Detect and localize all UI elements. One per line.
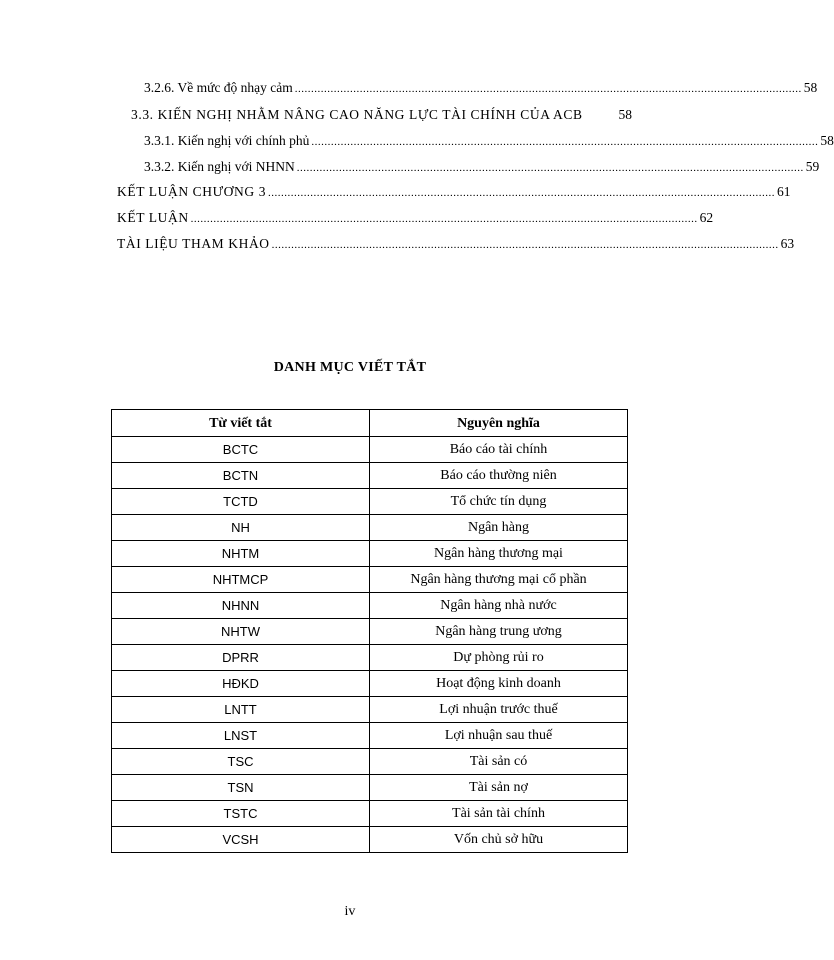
toc-entry-title: TÀI LIỆU THAM KHẢO	[117, 236, 270, 251]
abbreviation-cell: HĐKD	[112, 671, 370, 697]
abbreviation-cell: NH	[112, 515, 370, 541]
meaning-cell: Tài sản tài chính	[370, 801, 628, 827]
abbreviation-cell: VCSH	[112, 827, 370, 853]
toc-entry	[117, 209, 714, 227]
abbreviation-cell: LNTT	[112, 697, 370, 723]
meaning-cell: Ngân hàng thương mại	[370, 541, 628, 567]
toc-entry-title: 3.2.6. Về mức độ nhạy cảm	[144, 80, 293, 95]
table-row	[112, 827, 628, 853]
meaning-cell: Lợi nhuận sau thuế	[370, 723, 628, 749]
table-row	[112, 801, 628, 827]
meaning-cell: Hoạt động kinh doanh	[370, 671, 628, 697]
abbreviation-cell: DPRR	[112, 645, 370, 671]
abbreviation-cell: NHTW	[112, 619, 370, 645]
table-row	[112, 645, 628, 671]
toc-entry-title: 3.3.2. Kiến nghị với NHNN	[144, 159, 295, 174]
toc-entry-page: 62	[699, 210, 714, 225]
meaning-cell: Dự phòng rủi ro	[370, 645, 628, 671]
toc-leader-dots: ............................................................................................................................................................	[311, 136, 819, 148]
meaning-cell: Ngân hàng thương mại cổ phần	[370, 567, 628, 593]
toc-entry-title: KẾT LUẬN	[117, 210, 189, 225]
toc-leader-dots: ............................................................................................................................................................	[271, 239, 779, 251]
abbreviation-cell: NHNN	[112, 593, 370, 619]
table-row	[112, 775, 628, 801]
abbreviation-cell: TSC	[112, 749, 370, 775]
table-row	[112, 567, 628, 593]
meaning-cell: Ngân hàng trung ương	[370, 619, 628, 645]
toc-leader-dots: ............................................................................................................................................................	[296, 162, 804, 174]
meaning-cell: Tài sản có	[370, 749, 628, 775]
abbreviation-cell: TSTC	[112, 801, 370, 827]
table-row	[112, 593, 628, 619]
meaning-cell: Vốn chủ sở hữu	[370, 827, 628, 853]
table-row	[112, 671, 628, 697]
page-number: iv	[344, 904, 356, 919]
table-row	[112, 515, 628, 541]
abbreviation-cell: BCTN	[112, 463, 370, 489]
toc-entry	[117, 235, 795, 253]
table-row	[112, 489, 628, 515]
toc-entry-page: 59	[805, 159, 820, 174]
abbreviation-cell: NHTM	[112, 541, 370, 567]
table-row	[112, 619, 628, 645]
toc-entry-page: 58	[820, 133, 834, 148]
toc-entry-title: 3.3. KIẾN NGHỊ NHẰM NÂNG CAO NĂNG LỰC TÀI CHÍNH CỦA ACB	[131, 107, 583, 122]
abbreviation-cell: TCTD	[112, 489, 370, 515]
table-row	[112, 463, 628, 489]
toc-entry	[117, 183, 791, 201]
toc-entry-page: 58	[803, 80, 818, 95]
toc-entry	[131, 106, 632, 124]
table-row	[112, 697, 628, 723]
meaning-cell: Lợi nhuận trước thuế	[370, 697, 628, 723]
toc-entry	[144, 79, 818, 97]
abbreviation-list-heading: DANH MỤC VIẾT TẮT	[273, 360, 427, 375]
abbreviation-table	[111, 409, 628, 853]
meaning-cell: Ngân hàng nhà nước	[370, 593, 628, 619]
toc-leader-dots: ............................................................................................................................................................	[294, 83, 802, 95]
toc-entry	[144, 132, 834, 150]
table-row	[112, 749, 628, 775]
toc-entry-page: 58	[618, 107, 632, 122]
abbreviation-cell: TSN	[112, 775, 370, 801]
toc-entry	[144, 158, 820, 176]
meaning-cell: Tổ chức tín dụng	[370, 489, 628, 515]
abbreviation-cell: NHTMCP	[112, 567, 370, 593]
table-row	[112, 437, 628, 463]
meaning-cell: Tài sản nợ	[370, 775, 628, 801]
toc-leader-dots: ............................................................................................................................................................	[268, 187, 776, 199]
meaning-cell: Báo cáo thường niên	[370, 463, 628, 489]
meaning-cell: Ngân hàng	[370, 515, 628, 541]
toc-entry-title: 3.3.1. Kiến nghị với chính phủ	[144, 133, 310, 148]
abbreviation-cell: BCTC	[112, 437, 370, 463]
table-header-row	[112, 410, 628, 437]
toc-leader-dots: ............................................................................................................................................................	[190, 213, 698, 225]
table-row	[112, 723, 628, 749]
abbreviation-cell: LNST	[112, 723, 370, 749]
toc-entry-page: 63	[780, 236, 795, 251]
toc-entry-page: 61	[777, 184, 791, 199]
column-header-abbreviation: Từ viết tắt	[112, 410, 370, 437]
toc-entry-title: KẾT LUẬN CHƯƠNG 3	[117, 184, 267, 199]
column-header-meaning: Nguyên nghĩa	[370, 410, 628, 437]
table-row	[112, 541, 628, 567]
meaning-cell: Báo cáo tài chính	[370, 437, 628, 463]
